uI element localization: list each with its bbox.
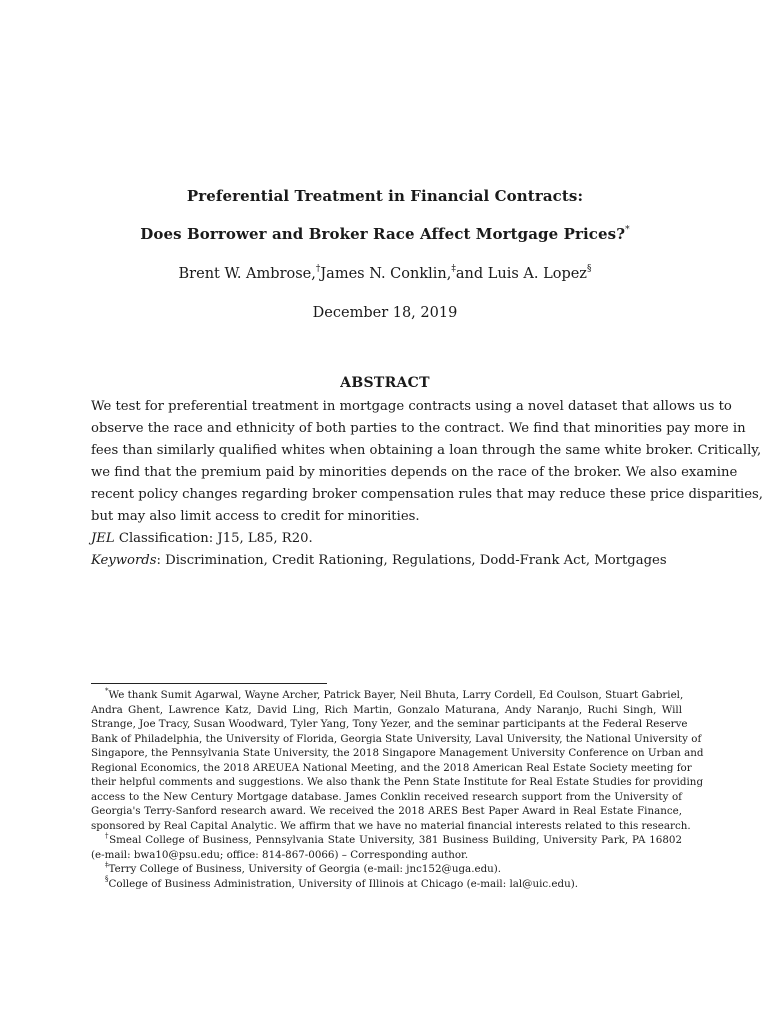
abstract-body xyxy=(91,396,763,528)
footnote-line-text: Smeal College of Business, Pennsylvania State University, 381 Business Building, University Park, PA 16802 xyxy=(109,834,682,846)
footnote-line: Regional Economics, the 2018 AREUEA National Meeting, and the 2018 American Real Estate Society meeting for xyxy=(91,761,692,774)
keywords xyxy=(91,550,682,572)
footnote-mark: § xyxy=(105,875,109,884)
title-footnote-mark: * xyxy=(625,225,630,235)
footnote-ddagger xyxy=(91,862,682,877)
author-mark: § xyxy=(586,264,592,275)
keywords-list: : Discrimination, Credit Rationing, Regulations, Dodd-Frank Act, Mortgages xyxy=(156,553,667,568)
footnote-line: Singapore, the Pennsylvania State University, the 2018 Singapore Management University Conference on Urban and xyxy=(91,747,704,759)
jel-classification xyxy=(91,528,682,550)
footnote-dagger xyxy=(91,833,682,862)
abstract-line: but may also limit access to credit for minorities. xyxy=(91,509,420,524)
abstract-heading: ABSTRACT xyxy=(340,375,430,391)
title-line-2-text: Does Borrower and Broker Race Affect Mortgage Prices? xyxy=(140,225,626,243)
title-line-2 xyxy=(0,225,770,243)
author-name: James N. Conklin, xyxy=(320,266,452,282)
abstract-line: recent policy changes regarding broker compensation rules that may reduce these price disparities, xyxy=(91,487,763,502)
author-mark: ‡ xyxy=(451,264,456,275)
abstract-line: we find that the premium paid by minorities depends on the race of the broker. We also examine xyxy=(91,465,738,480)
footnote-line-text: We thank Sumit Agarwal, Wayne Archer, Patrick Bayer, Neil Bhuta, Larry Cordell, Ed Coulson, Stuart Gabriel, xyxy=(108,689,684,701)
footnote-mark: † xyxy=(105,831,110,840)
author-list xyxy=(0,266,770,282)
footnote-line xyxy=(91,688,682,703)
footnotes xyxy=(91,686,704,891)
footnote-line: Georgia's Terry-Sanford research award. We received the 2018 ARES Best Paper Award in Real Estate Finance, xyxy=(91,805,682,817)
footnote-thanks xyxy=(91,686,704,833)
footnote-line: sponsored by Real Capital Analytic. We affirm that we have no material financial interests related to this research. xyxy=(91,819,691,832)
keywords-label: Keywords xyxy=(91,553,157,568)
title-line-1: Preferential Treatment in Financial Contracts: xyxy=(186,187,584,205)
abstract-line: observe the race and ethnicity of both parties to the contract. We find that minorities pay more in xyxy=(91,421,746,436)
footnote-line-text: College of Business Administration, University of Illinois at Chicago (e-mail: lal@uic.edu). xyxy=(108,877,579,890)
paper-date: December 18, 2019 xyxy=(312,305,458,321)
footnote-section xyxy=(91,877,682,892)
author-name: and Luis A. Lopez xyxy=(455,266,587,282)
footnote-line: access to the New Century Mortgage database. James Conklin received research support from the University of xyxy=(91,790,682,803)
footnote-line-text: Terry College of Business, University of Georgia (e-mail: jnc152@uga.edu). xyxy=(108,863,502,875)
jel-codes: Classification: J15, L85, R20. xyxy=(114,531,313,546)
footnote-line: their helpful comments and suggestions. We also thank the Penn State Institute for Real Estate Studies for providing xyxy=(91,776,704,788)
footnote-line xyxy=(91,833,682,848)
author-name: Brent W. Ambrose, xyxy=(178,266,316,282)
jel-label: JEL xyxy=(91,531,115,546)
footnote-rule xyxy=(91,683,327,684)
footnote-line: (e-mail: bwa10@psu.edu; office: 814-867-0066) – Corresponding author. xyxy=(91,848,469,861)
footnote-mark: ‡ xyxy=(105,860,109,869)
footnote-line: Strange, Joe Tracy, Susan Woodward, Tyler Yang, Tony Yezer, and the seminar participants at the Federal Reserve xyxy=(91,718,688,730)
footnote-line: Bank of Philadelphia, the University of Florida, Georgia State University, Laval University, the National University of xyxy=(91,732,702,745)
footnote-line xyxy=(91,862,682,877)
footnote-mark: * xyxy=(105,686,109,695)
footnote-line xyxy=(91,877,682,892)
abstract-line: fees than similarly qualified whites when obtaining a loan through the same white broker. Critically, xyxy=(91,443,762,458)
footnote-line: Andra Ghent, Lawrence Katz, David Ling, Rich Martin, Gonzalo Maturana, Andy Naranjo, Ruchi Singh, Will xyxy=(91,703,682,716)
author-mark: † xyxy=(315,264,321,275)
abstract-line: We test for preferential treatment in mortgage contracts using a novel dataset that allows us to xyxy=(91,399,732,414)
